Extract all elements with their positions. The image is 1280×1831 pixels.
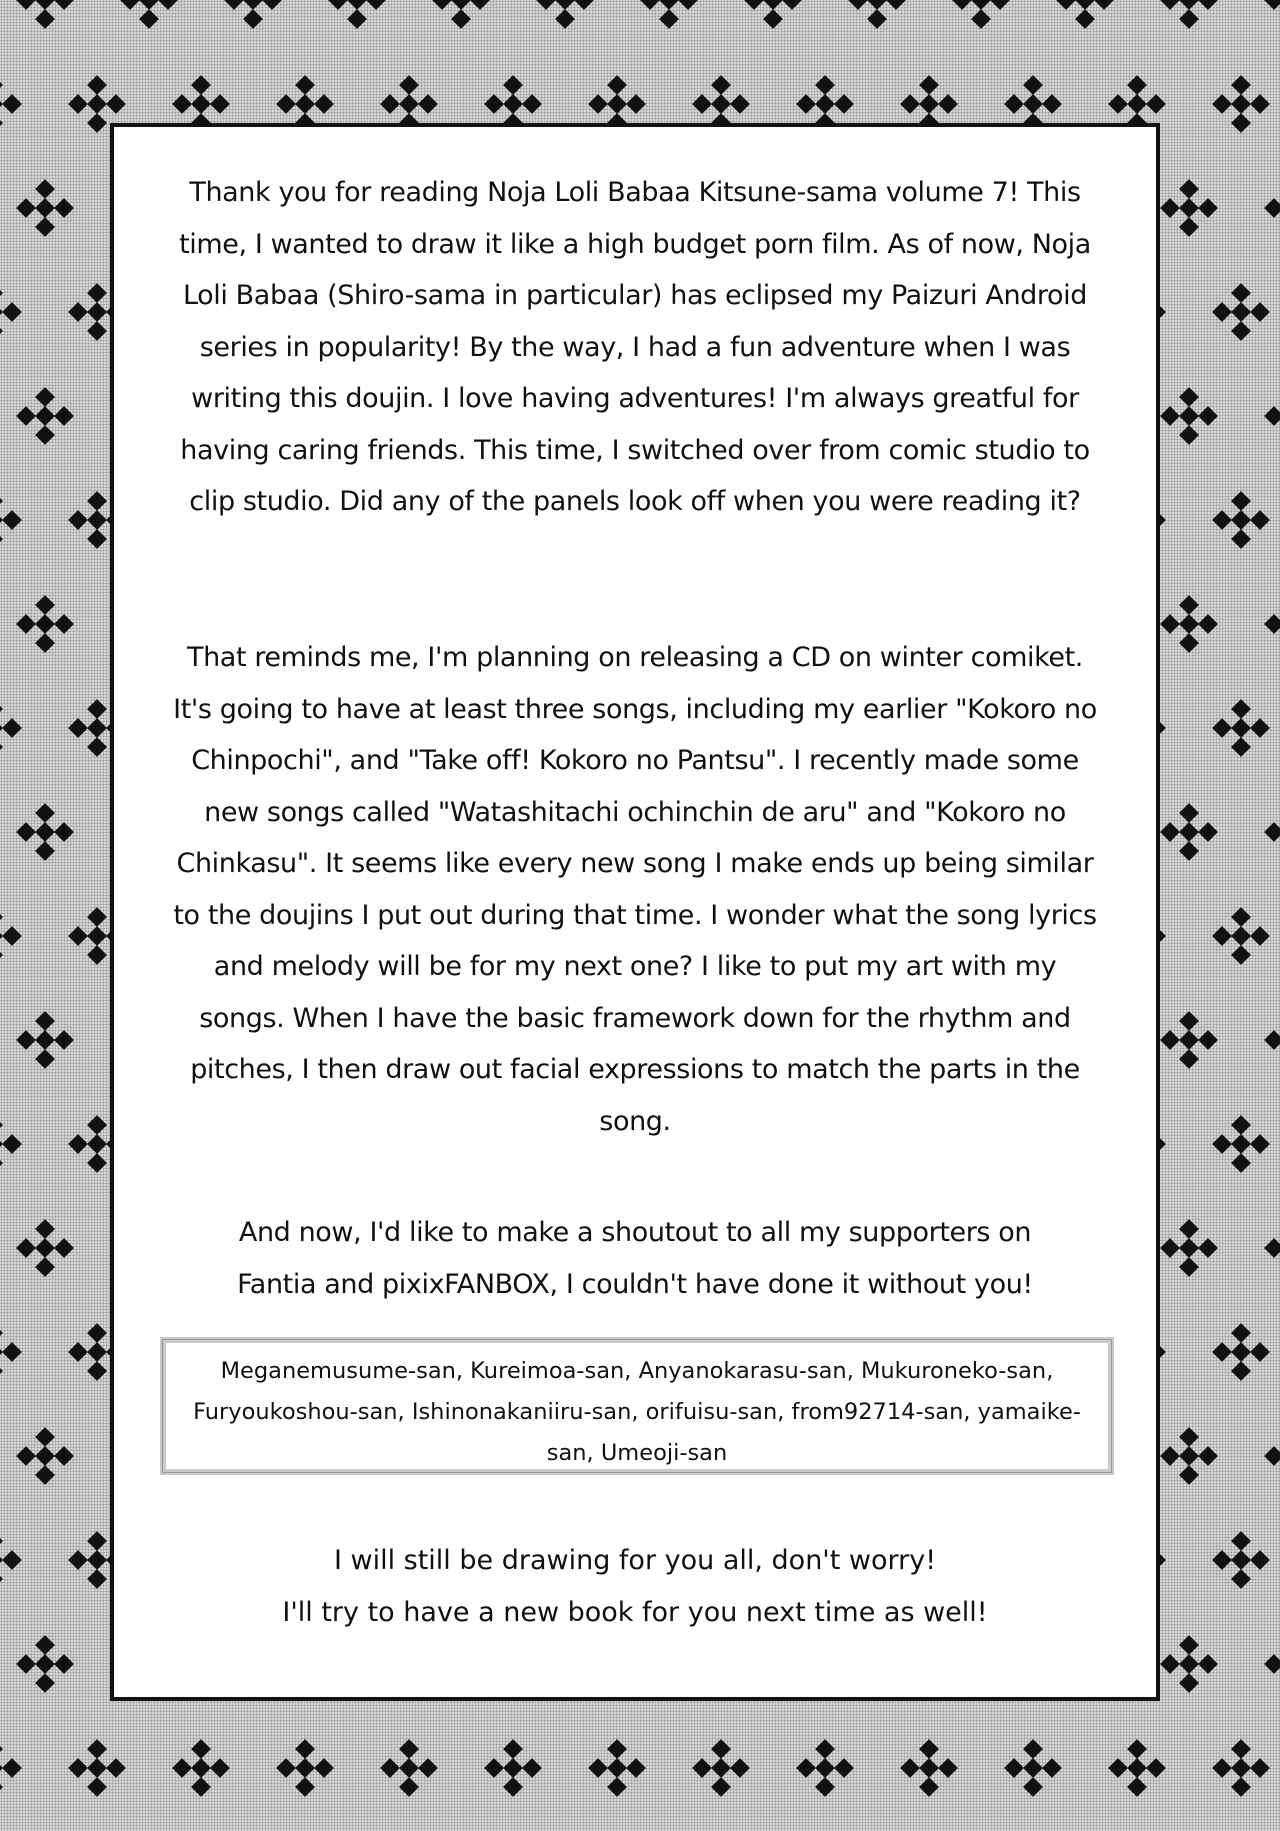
diamond-cluster-icon	[692, 1739, 750, 1797]
diamond-cluster-icon	[0, 699, 22, 757]
diamond-cluster-icon	[224, 0, 282, 29]
diamond-cluster-icon	[952, 0, 1010, 29]
supporters-list: Meganemusume-san, Kureimoa-san, Anyanokarasu-san, Mukuroneko-san, Furyoukoshou-san, Ishinonakaniiru-san, orifuisu-san, from92714-san, yamaike-san, Umeoji-san	[193, 1358, 1081, 1466]
diamond-cluster-icon	[1264, 1635, 1280, 1693]
diamond-cluster-icon	[16, 0, 74, 29]
diamond-cluster-icon	[1264, 179, 1280, 237]
closing-lines	[114, 1535, 1156, 1638]
supporters-box	[160, 1337, 1114, 1475]
diamond-cluster-icon	[16, 1219, 74, 1277]
diamond-cluster-icon	[1160, 1427, 1218, 1485]
diamond-cluster-icon	[1108, 1739, 1166, 1797]
diamond-cluster-icon	[640, 0, 698, 29]
diamond-cluster-icon	[1264, 0, 1280, 29]
diamond-cluster-icon	[1264, 595, 1280, 653]
diamond-cluster-icon	[120, 0, 178, 29]
diamond-cluster-icon	[1264, 387, 1280, 445]
diamond-cluster-icon	[16, 1427, 74, 1485]
diamond-cluster-icon	[0, 283, 22, 341]
diamond-cluster-icon	[588, 1739, 646, 1797]
diamond-cluster-icon	[484, 1739, 542, 1797]
diamond-cluster-icon	[1160, 387, 1218, 445]
diamond-cluster-icon	[1160, 1635, 1218, 1693]
diamond-cluster-icon	[1004, 1739, 1062, 1797]
diamond-cluster-icon	[796, 1739, 854, 1797]
diamond-cluster-icon	[16, 179, 74, 237]
diamond-cluster-icon	[1212, 75, 1270, 133]
diamond-cluster-icon	[16, 1011, 74, 1069]
diamond-cluster-icon	[0, 1739, 22, 1797]
diamond-cluster-icon	[1212, 491, 1270, 549]
diamond-cluster-icon	[1160, 1011, 1218, 1069]
diamond-cluster-icon	[1160, 1219, 1218, 1277]
diamond-cluster-icon	[848, 0, 906, 29]
diamond-cluster-icon	[0, 1531, 22, 1589]
diamond-cluster-icon	[1264, 1011, 1280, 1069]
diamond-cluster-icon	[536, 0, 594, 29]
diamond-cluster-icon	[276, 1739, 334, 1797]
diamond-cluster-icon	[432, 0, 490, 29]
diamond-cluster-icon	[1056, 0, 1114, 29]
diamond-cluster-icon	[16, 387, 74, 445]
afterword-card	[110, 123, 1160, 1701]
diamond-cluster-icon	[1264, 803, 1280, 861]
diamond-cluster-icon	[380, 1739, 438, 1797]
diamond-cluster-icon	[0, 491, 22, 549]
diamond-cluster-icon	[328, 0, 386, 29]
diamond-cluster-icon	[172, 1739, 230, 1797]
diamond-cluster-icon	[1160, 179, 1218, 237]
diamond-cluster-icon	[1212, 699, 1270, 757]
diamond-cluster-icon	[16, 595, 74, 653]
diamond-cluster-icon	[0, 1115, 22, 1173]
diamond-cluster-icon	[1212, 283, 1270, 341]
diamond-cluster-icon	[0, 75, 22, 133]
diamond-cluster-icon	[1212, 1739, 1270, 1797]
diamond-cluster-icon	[0, 907, 22, 965]
diamond-cluster-icon	[1160, 595, 1218, 653]
diamond-cluster-icon	[744, 0, 802, 29]
closing-line-1: I will still be drawing for you all, don't worry!	[333, 1545, 937, 1576]
diamond-cluster-icon	[1212, 1531, 1270, 1589]
diamond-cluster-icon	[16, 1635, 74, 1693]
diamond-cluster-icon	[1160, 0, 1218, 29]
diamond-cluster-icon	[1160, 803, 1218, 861]
diamond-cluster-icon	[1212, 1323, 1270, 1381]
diamond-cluster-icon	[900, 1739, 958, 1797]
diamond-cluster-icon	[1264, 1219, 1280, 1277]
closing-line-2: I'll try to have a new book for you next time as well!	[282, 1596, 988, 1628]
diamond-cluster-icon	[1264, 1427, 1280, 1485]
diamond-cluster-icon	[1212, 1115, 1270, 1173]
diamond-cluster-icon	[68, 1739, 126, 1797]
diamond-cluster-icon	[16, 803, 74, 861]
diamond-cluster-icon	[1212, 907, 1270, 965]
afterword-paragraph-1: Thank you for reading Noja Loli Babaa Kitsune-sama volume 7! This time, I wanted to draw it like a high budget porn film. As of now, Noja Loli Babaa (Shiro-sama in particular) has eclipsed my Paizuri Android series in popularity! By the way, I had a fun adventure when I was writing this doujin. I love having adventures! I'm always greatful for having caring friends. This time, I switched over from comic studio to clip studio. Did any of the panels look off when you were reading it?	[179, 177, 1091, 517]
diamond-cluster-icon	[0, 1323, 22, 1381]
afterword-paragraph-2: That reminds me, I'm planning on releasing a CD on winter comiket. It's going to have at least three songs, including my earlier "Kokoro no Chinpochi", and "Take off! Kokoro no Pantsu". I recently made some new songs called "Watashitachi ochinchin de aru" and "Kokoro no Chinkasu". It seems like every new song I make ends up being similar to the doujins I put out during that time. I wonder what the song lyrics and melody will be for my next one? I like to put my art with my songs. When I have the basic framework down for the rhythm and pitches, I then draw out facial expressions to match the parts in the song.	[173, 642, 1097, 1137]
afterword-paragraph-3: And now, I'd like to make a shoutout to all my supporters on Fantia and pixixFANBOX, I couldn't have done it without you!	[237, 1217, 1033, 1300]
